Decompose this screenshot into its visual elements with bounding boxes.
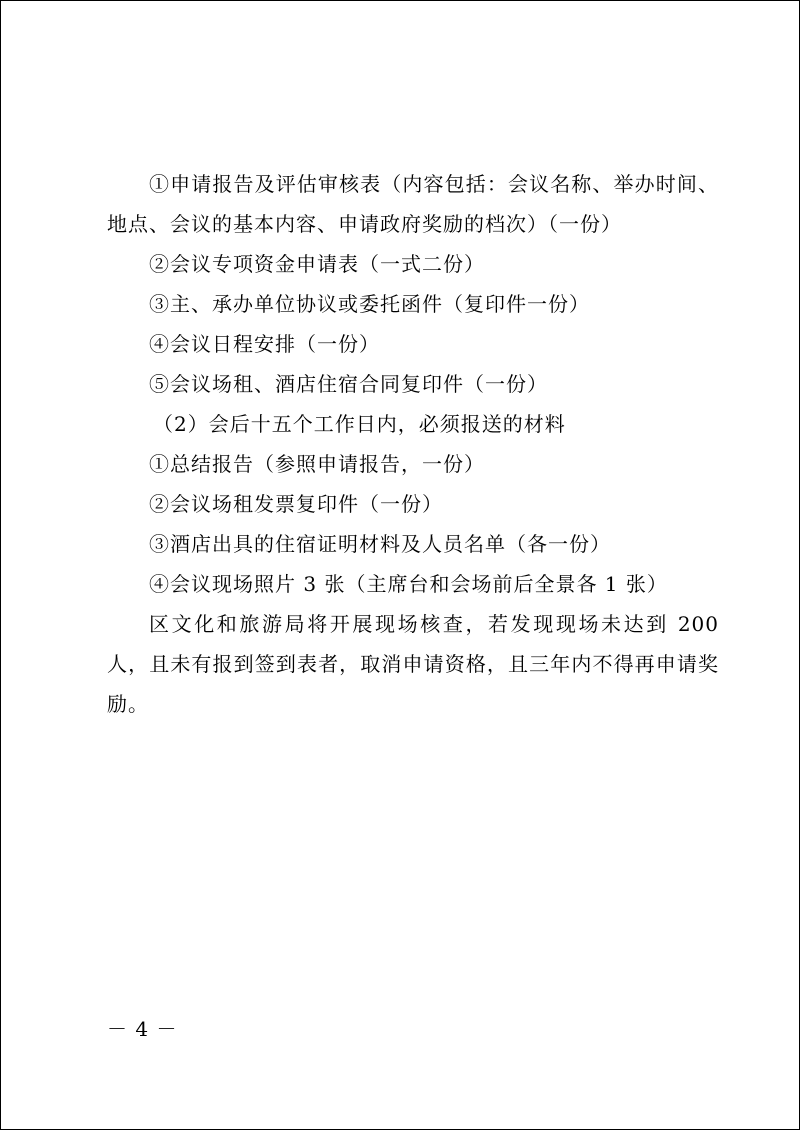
paragraph-meeting-schedule: ④会议日程安排（一份） — [149, 332, 380, 356]
paragraph-organizer-agreement: ③主、承办单位协议或委托函件（复印件一份） — [149, 292, 590, 316]
paragraph-post-meeting-heading: （2）会后十五个工作日内，必须报送的材料 — [153, 412, 566, 436]
paragraph-venue-hotel-contract: ⑤会议场租、酒店住宿合同复印件（一份） — [149, 372, 548, 396]
paragraph-site-inspection-note: 区文化和旅游局将开展现场核查，若发现现场未达到 200 人，且未有报到签到表者，取消申请资格，且三年内不得再申请奖励。 — [107, 612, 719, 716]
document-body — [107, 164, 719, 724]
paragraph-site-photos: ④会议现场照片 3 张（主席台和会场前后全景各 1 张） — [149, 572, 668, 596]
paragraph-application-report: ①申请报告及评估审核表（内容包括：会议名称、举办时间、地点、会议的基本内容、申请政府奖励的档次）（一份） — [107, 172, 719, 236]
paragraph-summary-report: ①总结报告（参照申请报告，一份） — [149, 452, 485, 476]
page-number: － 4 － — [107, 1017, 178, 1041]
paragraph-hotel-certificate: ③酒店出具的住宿证明材料及人员名单（各一份） — [149, 532, 611, 556]
paragraph-fund-application-form: ②会议专项资金申请表（一式二份） — [149, 252, 485, 276]
paragraph-venue-invoice: ②会议场租发票复印件（一份） — [149, 492, 443, 516]
